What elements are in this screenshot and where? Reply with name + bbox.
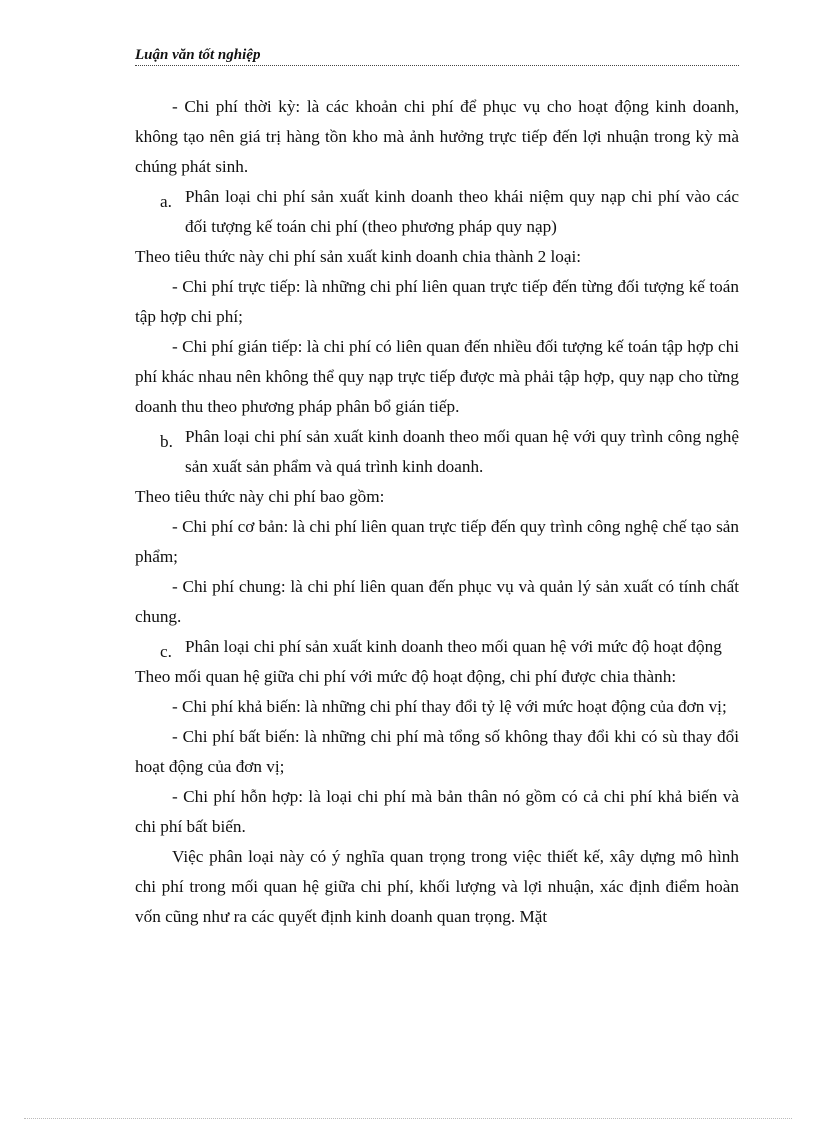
document-body	[135, 92, 739, 932]
list-marker-a: a.	[160, 192, 172, 211]
paragraph-criteria-2: Theo tiêu thức này chi phí bao gồm:	[135, 487, 385, 506]
paragraph-variable-cost: - Chi phí khả biến: là những chi phí thay đổi tỷ lệ với mức hoạt động của đơn vị;	[172, 697, 727, 716]
paragraph-indirect-cost: - Chi phí gián tiếp: là chi phí có liên quan đến nhiều đối tượng kế toán tập hợp chi phí khác nhau nên không thể quy nạp trực tiếp được mà phải tập hợp, quy nạp cho từng doanh thu theo phương pháp phân bổ gián tiếp.	[135, 337, 739, 416]
list-text-a: Phân loại chi phí sản xuất kinh doanh theo khái niệm quy nạp chi phí vào các đối tượng kế toán chi phí (theo phương pháp quy nạp)	[185, 187, 739, 236]
paragraph-period-cost: - Chi phí thời kỳ: là các khoản chi phí để phục vụ cho hoạt động kinh doanh, không tạo nên giá trị hàng tồn kho mà ảnh hưởng trực tiếp đến lợi nhuận trong kỳ mà chúng phát sinh.	[135, 97, 739, 176]
paragraph-significance: Việc phân loại này có ý nghĩa quan trọng trong việc thiết kế, xây dựng mô hình chi phí trong mối quan hệ giữa chi phí, khối lượng và lợi nhuận, xác định điểm hoàn vốn cũng như ra các quyết định kinh doanh quan trọng. Mặt	[135, 847, 739, 926]
paragraph-criteria-1: Theo tiêu thức này chi phí sản xuất kinh doanh chia thành 2 loại:	[135, 247, 582, 266]
paragraph-criteria-3: Theo mối quan hệ giữa chi phí với mức độ hoạt động, chi phí được chia thành:	[135, 667, 677, 686]
list-item-a	[135, 182, 739, 242]
paragraph-basic-cost: - Chi phí cơ bản: là chi phí liên quan trực tiếp đến quy trình công nghệ chế tạo sản phẩm;	[135, 517, 739, 566]
paragraph-fixed-cost: - Chi phí bất biến: là những chi phí mà tổng số không thay đổi khi có sù thay đổi hoạt động của đơn vị;	[135, 727, 739, 776]
paragraph-mixed-cost: - Chi phí hỗn hợp: là loại chi phí mà bản thân nó gồm có cả chi phí khả biến và chi phí bất biến.	[135, 787, 739, 836]
page-header	[135, 46, 739, 66]
list-marker-c: c.	[160, 642, 172, 661]
list-marker-b: b.	[160, 432, 173, 451]
header-title: Luận văn tốt nghiệp	[135, 47, 261, 63]
list-text-c: Phân loại chi phí sản xuất kinh doanh theo mối quan hệ với mức độ hoạt động	[185, 637, 722, 656]
list-item-c	[135, 632, 739, 662]
paragraph-direct-cost: - Chi phí trực tiếp: là những chi phí liên quan trực tiếp đến từng đối tượng kế toán tập hợp chi phí;	[135, 277, 739, 326]
footer-divider	[24, 1118, 792, 1119]
list-text-b: Phân loại chi phí sản xuất kinh doanh theo mối quan hệ với quy trình công nghệ sản xuất sản phẩm và quá trình kinh doanh.	[185, 427, 739, 476]
paragraph-general-cost: - Chi phí chung: là chi phí liên quan đến phục vụ và quản lý sản xuất có tính chất chung.	[135, 577, 739, 626]
list-item-b	[135, 422, 739, 482]
